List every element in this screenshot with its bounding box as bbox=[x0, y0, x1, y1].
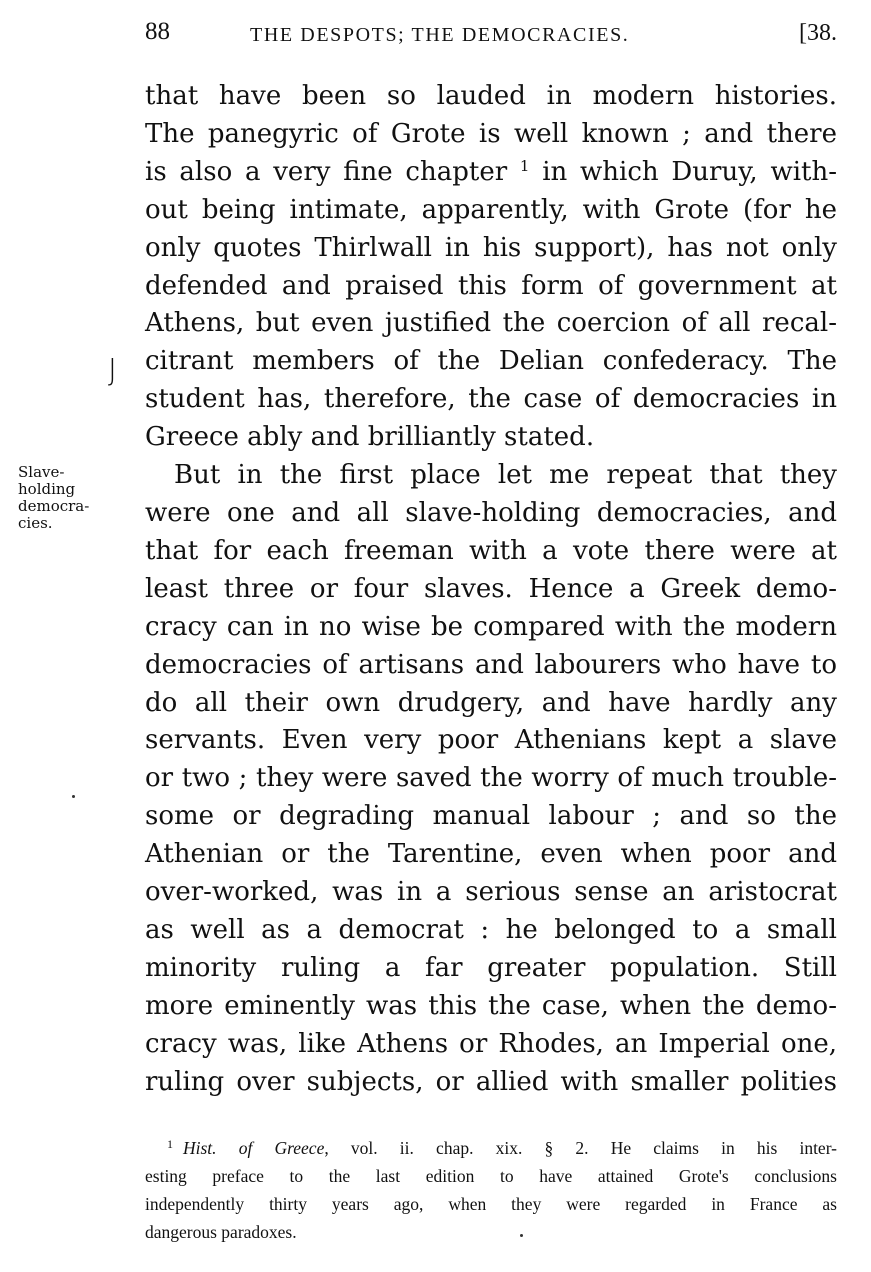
body-line: Greece ably and brilliantly stated. bbox=[145, 422, 595, 453]
body-line: only quotes Thirlwall in his support), has not only bbox=[145, 232, 837, 263]
running-title: THE DESPOTS; THE DEMOCRACIES. bbox=[250, 24, 630, 46]
footnote-reference: 1 bbox=[519, 156, 530, 175]
body-line: that for each freeman with a vote there were at bbox=[145, 535, 837, 566]
sidenote-line: holding bbox=[18, 480, 76, 498]
body-line: least three or four slaves. Hence a Greek demo- bbox=[145, 573, 837, 604]
marginal-sidenote bbox=[18, 464, 128, 532]
sidenote-line: Slave- bbox=[18, 463, 65, 481]
body-line-text: is also a very fine chapter bbox=[145, 156, 508, 187]
body-line: some or degrading manual labour ; and so the bbox=[145, 801, 837, 832]
body-line: democracies of artisans and labourers who have to bbox=[145, 649, 837, 680]
body-line: servants. Even very poor Athenians kept a slave bbox=[145, 725, 837, 756]
body-line-text: in which Duruy, with- bbox=[529, 156, 837, 187]
footnote-line: esting preface to the last edition to have attained Grote's conclusions bbox=[145, 1166, 837, 1186]
body-line: more eminently was this the case, when the demo- bbox=[145, 990, 837, 1021]
body-line: cracy was, like Athens or Rhodes, an Imperial one, bbox=[145, 1028, 837, 1059]
body-line: do all their own drudgery, and have hardly any bbox=[145, 687, 837, 718]
body-line: Athenian or the Tarentine, even when poor and bbox=[145, 839, 837, 870]
footnote-line bbox=[145, 1130, 837, 1162]
body-line: as well as a democrat : he belonged to a small bbox=[145, 914, 837, 945]
body-line: over-worked, was in a serious sense an aristocrat bbox=[145, 877, 837, 908]
body-line: But in the first place let me repeat that they bbox=[174, 460, 837, 491]
body-line: or two ; they were saved the worry of much trouble- bbox=[145, 763, 837, 794]
body-line: Athens, but even justified the coercion of all recal- bbox=[145, 308, 837, 339]
footnote-mark: 1 bbox=[167, 1137, 173, 1151]
body-line: minority ruling a far greater population. Still bbox=[145, 952, 837, 983]
body-line: defended and praised this form of government at bbox=[145, 270, 837, 301]
body-line: out being intimate, apparently, with Grote (for he bbox=[145, 194, 837, 225]
footnote-line: dangerous paradoxes. bbox=[145, 1222, 297, 1242]
body-line: The panegyric of Grote is well known ; and there bbox=[145, 118, 837, 149]
footnote bbox=[145, 1130, 837, 1246]
footnote-citation-rest: , vol. ii. chap. xix. § 2. He claims in his inter- bbox=[324, 1138, 838, 1158]
ink-speck bbox=[72, 795, 75, 798]
footnote-line: independently thirty years ago, when they were regarded in France as bbox=[145, 1194, 837, 1214]
body-line: cracy can in no wise be compared with the modern bbox=[145, 611, 837, 642]
body-line: student has, therefore, the case of democracies in bbox=[145, 384, 837, 415]
footnote-citation-title: Hist. of Greece bbox=[183, 1138, 325, 1158]
body-line: citrant members of the Delian confederacy. The bbox=[145, 346, 837, 377]
sidenote-line: democra- bbox=[18, 497, 90, 515]
sidenote-line: cies. bbox=[18, 514, 53, 532]
running-header bbox=[145, 14, 837, 54]
body-line: ruling over subjects, or allied with smaller polities bbox=[145, 1066, 837, 1097]
section-reference: [38. bbox=[799, 20, 837, 46]
body-line: were one and all slave-holding democracies, and bbox=[145, 497, 837, 528]
page-number: 88 bbox=[145, 18, 170, 45]
body-line: that have been so lauded in modern histories. bbox=[145, 81, 837, 111]
body-text bbox=[145, 78, 837, 1101]
pencil-check-mark: J bbox=[108, 353, 117, 388]
body-line bbox=[145, 154, 837, 192]
